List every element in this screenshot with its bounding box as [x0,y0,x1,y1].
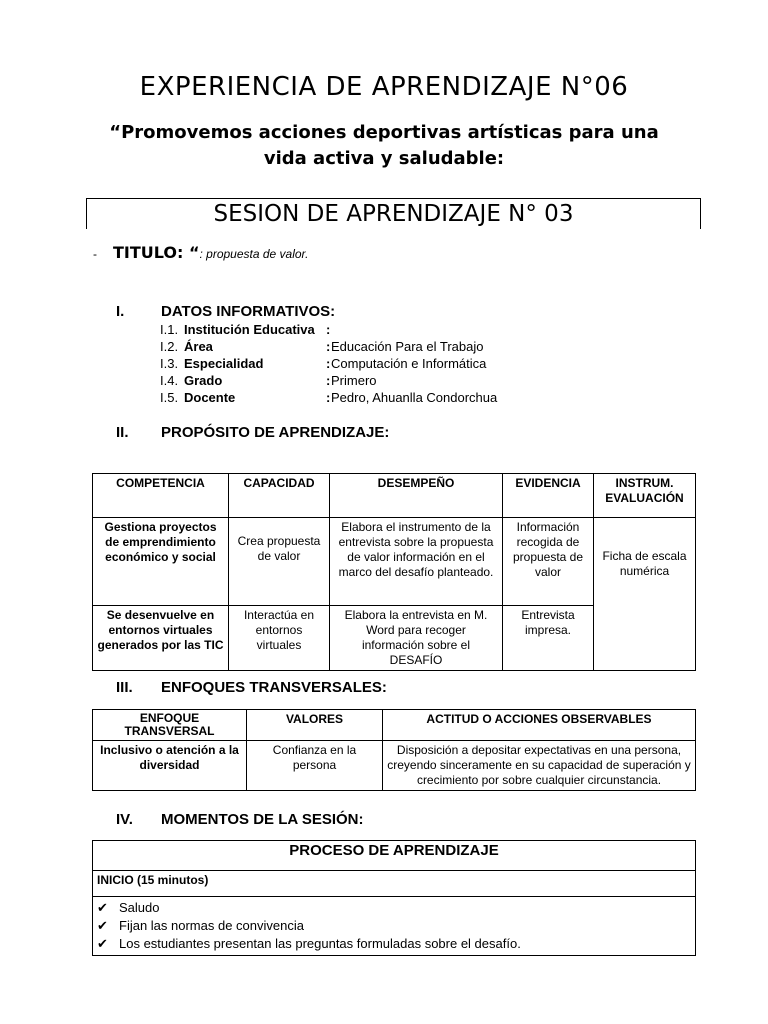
table-header-row [93,841,696,871]
activity-text: Los estudiantes presentan las preguntas formuladas sobre el desafío. [119,936,521,951]
datos-label: Especialidad [184,356,264,371]
cell-instrumento: Ficha de escala numérica [594,518,696,671]
list-item [97,917,691,935]
titulo-label: TITULO: “ [113,243,200,262]
datos-row [160,322,580,339]
section-title: DATOS INFORMATIVOS: [161,303,336,320]
datos-label: Área [184,339,213,354]
table-row [93,741,696,791]
section-title: ENFOQUES TRANSVERSALES: [161,679,387,696]
datos-colon: : [326,322,331,337]
header-desempeno: DESEMPEÑO [330,474,503,518]
list-item [97,899,691,917]
checkmark-icon: ✔ [97,918,108,933]
table-row [93,897,696,956]
header-enfoque: ENFOQUE TRANSVERSAL [93,710,247,741]
datos-num: I.1. [160,322,179,337]
cell-evidencia: Entrevista impresa. [503,606,594,671]
datos-value: Computación e Informática [331,356,487,371]
activity-text: Fijan las normas de convivencia [119,918,304,933]
datos-colon: : [326,373,331,388]
datos-value: Pedro, Ahuanlla Condorchua [331,390,498,405]
cell-evidencia: Información recogida de propuesta de valor [503,518,594,606]
cell-valor: Confianza en la persona [247,741,383,791]
checkmark-icon: ✔ [97,900,108,915]
datos-colon: : [326,356,331,371]
datos-value: Educación Para el Trabajo [331,339,484,354]
proceso-table [92,840,696,956]
datos-colon: : [326,339,331,354]
cell-desempeno: Elabora la entrevista en M. Word para recoger información sobre el DESAFÍO [330,606,503,671]
titulo-value: : propuesta de valor. [199,247,309,261]
datos-row [160,339,580,356]
inicio-label: INICIO (15 minutos) [93,871,696,897]
header-actitud: ACTITUD O ACCIONES OBSERVABLES [383,710,696,741]
cell-capacidad: Interactúa en entornos virtuales [229,606,330,671]
table-row [93,518,696,606]
cell-competencia: Gestiona proyectos de emprendimiento económico y social [93,518,229,606]
datos-num: I.3. [160,356,179,371]
header-competencia: COMPETENCIA [93,474,229,518]
cell-enfoque: Inclusivo o atención a la diversidad [93,741,247,791]
titulo-dash: - [93,247,97,261]
cell-desempeno: Elabora el instrumento de la entrevista sobre la propuesta de valor información en el marco del desafío planteado. [330,518,503,606]
session-title: SESION DE APRENDIZAJE N° 03 [86,198,701,229]
section-number: IV. [116,811,133,828]
proposito-table [92,473,696,671]
datos-row [160,373,580,390]
datos-label: Grado [184,373,223,388]
activity-text: Saludo [119,900,160,915]
titulo-line [93,243,308,262]
document-title: EXPERIENCIA DE APRENDIZAJE N°06 [139,72,629,102]
header-capacidad: CAPACIDAD [229,474,330,518]
document-subtitle: “Promovemos acciones deportivas artísticas para una vida activa y saludable: [109,122,659,169]
datos-num: I.5. [160,390,179,405]
table-header-row [93,474,696,518]
enfoques-table [92,709,696,791]
section-title: PROPÓSITO DE APRENDIZAJE: [161,424,390,441]
table-header-row [93,710,696,741]
proceso-header: PROCESO DE APRENDIZAJE [93,841,696,871]
datos-label: Docente [184,390,236,405]
section-number: II. [116,424,129,441]
datos-num: I.2. [160,339,179,354]
header-valores: VALORES [247,710,383,741]
datos-row [160,390,580,407]
checkmark-icon: ✔ [97,936,108,951]
cell-capacidad: Crea propuesta de valor [229,518,330,606]
section-number: I. [116,303,125,320]
datos-num: I.4. [160,373,179,388]
header-instrumento: INSTRUM. EVALUACIÓN [594,474,696,518]
datos-row [160,356,580,373]
datos-colon: : [326,390,331,405]
section-number: III. [116,679,133,696]
list-item [97,935,691,953]
cell-competencia: Se desenvuelve en entornos virtuales generados por las TIC [93,606,229,671]
inicio-activities [93,897,696,956]
table-row [93,871,696,897]
cell-actitud: Disposición a depositar expectativas en una persona, creyendo sinceramente en su capacidad de superación y crecimiento por sobre cualquier circunstancia. [383,741,696,791]
section-title: MOMENTOS DE LA SESIÓN: [161,811,364,828]
datos-label: Institución Educativa [184,322,315,337]
datos-value: Primero [331,373,377,388]
header-evidencia: EVIDENCIA [503,474,594,518]
